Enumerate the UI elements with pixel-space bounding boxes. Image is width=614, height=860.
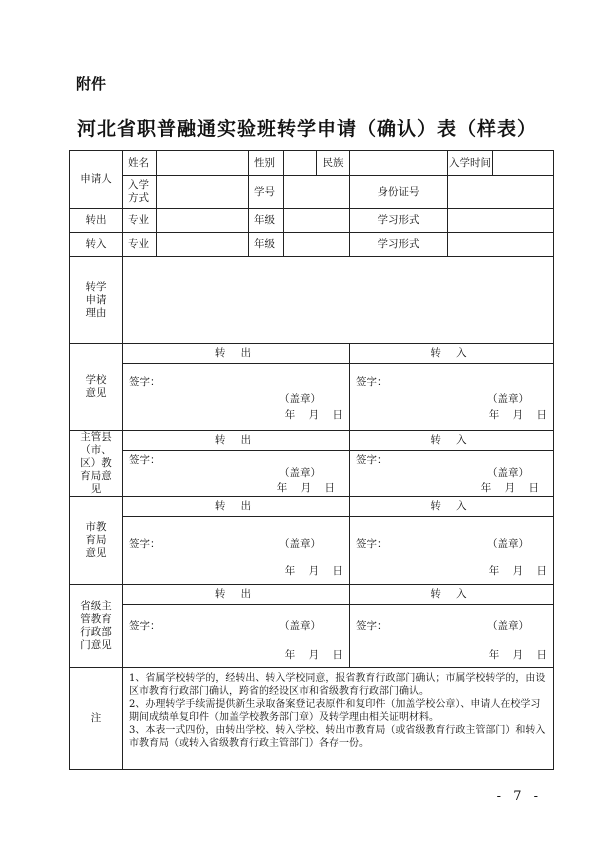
transfer-in-label: 转入 bbox=[70, 233, 123, 257]
in-grade-label: 年级 bbox=[249, 233, 284, 257]
sign-label: 签字： bbox=[129, 538, 161, 550]
out-study-form-field[interactable] bbox=[448, 209, 554, 233]
enroll-time-label: 入学时间 bbox=[448, 151, 493, 176]
out-major-label: 专业 bbox=[123, 209, 157, 233]
transfer-form-table bbox=[69, 150, 554, 770]
form-title: 河北省职普融通实验班转学申请（确认）表（样表） bbox=[76, 118, 537, 140]
seal-label: （盖章） bbox=[279, 538, 321, 550]
seal-label: （盖章） bbox=[279, 393, 321, 405]
ethnicity-field[interactable] bbox=[350, 151, 448, 176]
date-label: 年 月 日 bbox=[284, 409, 343, 421]
notes-content bbox=[123, 668, 554, 770]
gender-field[interactable] bbox=[284, 151, 317, 176]
date-label: 年 月 日 bbox=[284, 565, 343, 577]
attachment-label: 附件 bbox=[76, 75, 107, 93]
county-in-signature[interactable] bbox=[350, 451, 554, 497]
date-label: 年 月 日 bbox=[488, 409, 547, 421]
school-in-signature[interactable] bbox=[350, 364, 554, 431]
date-label: 年 月 日 bbox=[276, 482, 335, 494]
in-study-form-label: 学习形式 bbox=[350, 233, 448, 257]
seal-label: （盖章） bbox=[487, 620, 529, 632]
out-major-field[interactable] bbox=[157, 209, 249, 233]
seal-label: （盖章） bbox=[487, 393, 529, 405]
county-in-header: 转 入 bbox=[350, 431, 554, 451]
city-out-header: 转 出 bbox=[123, 497, 350, 517]
enroll-time-field[interactable] bbox=[493, 151, 554, 176]
city-in-header: 转 入 bbox=[350, 497, 554, 517]
sign-label: 签字： bbox=[356, 538, 388, 550]
sign-label: 签字： bbox=[129, 376, 161, 388]
notes-label: 注 bbox=[70, 668, 123, 770]
date-label: 年 月 日 bbox=[480, 482, 539, 494]
province-out-header: 转 出 bbox=[123, 585, 350, 605]
id-no-label: 身份证号 bbox=[350, 176, 448, 209]
student-no-field[interactable] bbox=[284, 176, 350, 209]
enroll-method-field[interactable] bbox=[157, 176, 249, 209]
city-out-signature[interactable] bbox=[123, 517, 350, 585]
note-item: 2、办理转学手续需提供新生录取备案登记表原件和复印件（加盖学校公章）、申请人在校学习期间成绩单复印件（加盖学校教务部门章）及转学理由相关证明材料。 bbox=[129, 699, 541, 723]
sign-label: 签字： bbox=[356, 376, 388, 388]
ethnicity-label: 民族 bbox=[317, 151, 350, 176]
county-out-header: 转 出 bbox=[123, 431, 350, 451]
seal-label: （盖章） bbox=[279, 467, 321, 479]
date-label: 年 月 日 bbox=[284, 649, 343, 661]
in-grade-field[interactable] bbox=[284, 233, 350, 257]
page-number: - 7 - bbox=[496, 789, 542, 804]
province-in-header: 转 入 bbox=[350, 585, 554, 605]
school-in-header: 转 入 bbox=[350, 344, 554, 364]
seal-label: （盖章） bbox=[279, 620, 321, 632]
county-opinion-label: 主管县（市、区）教育局意见 bbox=[70, 431, 123, 497]
date-label: 年 月 日 bbox=[488, 565, 547, 577]
sign-label: 签字： bbox=[356, 454, 388, 466]
id-no-field[interactable] bbox=[448, 176, 554, 209]
applicant-group-label: 申请人 bbox=[70, 151, 123, 209]
sign-label: 签字： bbox=[129, 620, 161, 632]
city-opinion-label: 市教育局意见 bbox=[70, 497, 123, 585]
in-major-label: 专业 bbox=[123, 233, 157, 257]
enroll-method-label: 入学方式 bbox=[123, 176, 157, 209]
school-opinion-label: 学校意见 bbox=[70, 344, 123, 431]
city-in-signature[interactable] bbox=[350, 517, 554, 585]
school-out-signature[interactable] bbox=[123, 364, 350, 431]
name-field[interactable] bbox=[157, 151, 249, 176]
reason-field[interactable] bbox=[123, 257, 554, 344]
out-grade-label: 年级 bbox=[249, 209, 284, 233]
seal-label: （盖章） bbox=[487, 467, 529, 479]
note-item: 1、省属学校转学的，经转出、转入学校同意，报省教育行政部门确认；市属学校转学的，由设区市教育行政部门确认，跨省的经设区市和省级教育行政部门确认。 bbox=[129, 673, 546, 697]
county-out-signature[interactable] bbox=[123, 451, 350, 497]
date-label: 年 月 日 bbox=[488, 649, 547, 661]
school-out-header: 转 出 bbox=[123, 344, 350, 364]
out-study-form-label: 学习形式 bbox=[350, 209, 448, 233]
in-study-form-field[interactable] bbox=[448, 233, 554, 257]
seal-label: （盖章） bbox=[487, 538, 529, 550]
province-in-signature[interactable] bbox=[350, 605, 554, 668]
sign-label: 签字： bbox=[129, 454, 161, 466]
reason-label: 转学申请理由 bbox=[70, 257, 123, 344]
sign-label: 签字： bbox=[356, 620, 388, 632]
note-item: 3、本表一式四份，由转出学校、转入学校、转出市教育局（或省级教育行政主管部门）和转入市教育局（或转入省级教育行政主管部门）各存一份。 bbox=[129, 725, 546, 749]
transfer-out-label: 转出 bbox=[70, 209, 123, 233]
in-major-field[interactable] bbox=[157, 233, 249, 257]
out-grade-field[interactable] bbox=[284, 209, 350, 233]
province-opinion-label: 省级主管教育行政部门意见 bbox=[70, 585, 123, 668]
province-out-signature[interactable] bbox=[123, 605, 350, 668]
name-label: 姓名 bbox=[123, 151, 157, 176]
student-no-label: 学号 bbox=[249, 176, 284, 209]
gender-label: 性别 bbox=[249, 151, 284, 176]
